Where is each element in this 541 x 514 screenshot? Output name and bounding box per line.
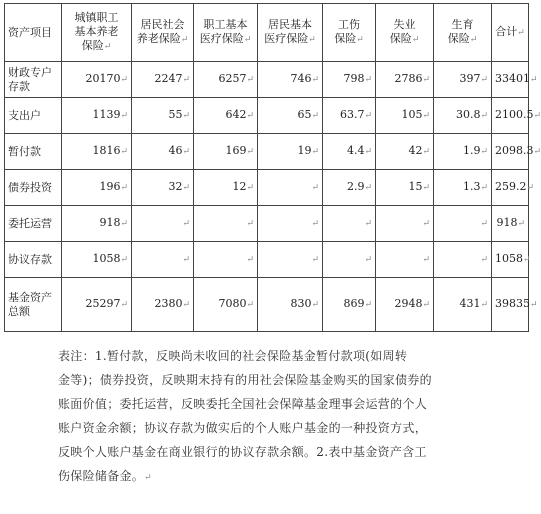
row-label-line: 协议存款 — [8, 252, 52, 266]
cell-mark: ↵ — [480, 255, 488, 265]
header-row — [5, 4, 529, 62]
cell-value: 32 — [168, 180, 183, 193]
cell-value: 4.4 — [346, 144, 365, 157]
cell-value: 830 — [290, 297, 312, 310]
table-cell — [258, 62, 323, 98]
cell-value: 2380 — [154, 297, 183, 310]
cell-value: 105 — [401, 108, 423, 121]
table-cell — [492, 242, 529, 278]
cell-mark: ↵ — [480, 300, 488, 310]
table-cell — [492, 206, 529, 242]
column-header-line: 保险 — [447, 32, 470, 45]
column-header-line: 保险 — [334, 32, 357, 45]
cell-value: 19 — [297, 144, 312, 157]
cell-mark: ↵ — [246, 219, 254, 229]
column-header — [323, 4, 376, 62]
column-header-line: 医疗保险 — [264, 32, 309, 45]
table-cell — [323, 62, 376, 98]
cell-mark: ↵ — [364, 219, 372, 229]
cell-value: 7080 — [218, 297, 247, 310]
row-label-line: 债券投资 — [8, 180, 52, 194]
column-header-line: 城镇职工 — [74, 11, 119, 24]
cell-mark: ↵ — [422, 183, 430, 193]
cell-mark: ↵ — [246, 75, 254, 85]
cell-mark: ↵ — [120, 147, 128, 157]
table-cell — [434, 170, 492, 206]
cell-mark: ↵ — [246, 183, 254, 193]
cell-value: 918 — [99, 216, 121, 229]
table-row — [5, 170, 529, 206]
table-cell — [62, 98, 132, 134]
table-cell — [376, 242, 434, 278]
column-header — [62, 4, 132, 62]
cell-value: 55 — [168, 108, 183, 121]
column-header-line: 职工基本 — [203, 18, 248, 31]
cell-value: 169 — [225, 144, 247, 157]
table-cell — [132, 62, 194, 98]
cell-value: 1.9 — [462, 144, 481, 157]
cell-mark: ↵ — [103, 42, 112, 52]
table-cell — [62, 62, 132, 98]
table-row — [5, 242, 529, 278]
table-cell — [194, 134, 258, 170]
note-line: 金等)；债券投资，反映期末持有的用社会保险基金购买的国家债券的 — [58, 373, 432, 387]
cell-mark: ↵ — [308, 35, 316, 45]
table-cell — [132, 134, 194, 170]
column-header-line: 资产项目 — [8, 25, 52, 39]
cell-mark: ↵ — [364, 147, 372, 157]
table-note — [58, 344, 478, 490]
table-cell — [492, 134, 541, 170]
cell-value: 20170 — [85, 72, 121, 85]
row-label — [5, 242, 62, 278]
column-header-line: 居民基本 — [268, 18, 312, 31]
cell-mark: ↵ — [422, 255, 430, 265]
cell-value: 65 — [297, 108, 312, 121]
cell-mark: ↵ — [364, 255, 372, 265]
row-label-line: 支出户 — [8, 108, 41, 122]
row-label-line: 存款 — [8, 79, 30, 93]
table-cell — [258, 242, 323, 278]
cell-mark: ↵ — [311, 75, 319, 85]
note-line: 账面价值；委托运营，反映委托全国社会保障基金理事会运营的个人 — [58, 397, 428, 411]
note-end-mark: ↵ — [144, 473, 152, 483]
cell-value: 259.2 — [495, 180, 527, 193]
column-header-line: 工伤 — [338, 18, 360, 31]
cell-mark: ↵ — [364, 75, 372, 85]
cell-mark: ↵ — [480, 219, 488, 229]
table-cell — [376, 206, 434, 242]
row-label — [5, 134, 62, 170]
column-header-line: 医疗保险 — [199, 32, 244, 45]
table-cell — [376, 134, 434, 170]
table-row — [5, 134, 529, 170]
table-row — [5, 278, 529, 332]
cell-mark: ↵ — [182, 183, 190, 193]
table-row — [5, 206, 529, 242]
cell-value: 2100.5 — [495, 108, 534, 121]
cell-mark: ↵ — [480, 111, 488, 121]
column-header — [194, 4, 258, 62]
cell-value: 1139 — [92, 108, 121, 121]
column-header — [376, 4, 434, 62]
cell-mark: ↵ — [120, 255, 128, 265]
cell-mark: ↵ — [120, 219, 128, 229]
cell-value: 63.7 — [339, 108, 365, 121]
cell-mark: ↵ — [246, 255, 254, 265]
table-cell — [62, 278, 132, 332]
cell-mark: ↵ — [180, 35, 189, 45]
table-cell — [434, 62, 492, 98]
row-label — [5, 170, 62, 206]
column-header-line: 合计 — [495, 25, 518, 38]
table-cell — [434, 278, 492, 332]
cell-value: 2786 — [394, 72, 423, 85]
cell-mark: ↵ — [311, 255, 319, 265]
cell-mark: ↵ — [182, 147, 190, 157]
cell-value: 12 — [232, 180, 247, 193]
column-header-line: 失业 — [393, 18, 416, 31]
cell-mark: ↵ — [517, 219, 525, 229]
cell-value: 798 — [343, 72, 365, 85]
cell-mark: ↵ — [246, 300, 254, 310]
column-header — [492, 4, 529, 62]
cell-value: 397 — [459, 72, 481, 85]
cell-value: 918 — [496, 216, 518, 229]
column-header-line: 保险 — [389, 32, 412, 45]
row-label — [5, 206, 62, 242]
table-cell — [132, 206, 194, 242]
cell-value: 1.3 — [462, 180, 481, 193]
cell-mark: ↵ — [530, 75, 538, 85]
cell-mark: ↵ — [311, 219, 319, 229]
cell-mark: ↵ — [422, 219, 430, 229]
cell-value: 2247 — [154, 72, 183, 85]
cell-mark: ↵ — [246, 111, 254, 121]
cell-mark: ↵ — [526, 183, 535, 193]
table-cell — [258, 170, 323, 206]
cell-mark: ↵ — [311, 300, 319, 310]
cell-value: 746 — [290, 72, 312, 85]
cell-mark: ↵ — [356, 35, 364, 45]
cell-mark: ↵ — [182, 255, 190, 265]
table-cell — [376, 278, 434, 332]
note-line: 反映个人账户基金在商业银行的协议存款余额。2.表中基金资产含工 — [58, 445, 427, 459]
cell-mark: ↵ — [422, 300, 430, 310]
cell-mark: ↵ — [182, 219, 190, 229]
column-header — [434, 4, 492, 62]
cell-mark: ↵ — [517, 28, 525, 38]
column-header — [258, 4, 323, 62]
cell-value: 25297 — [85, 297, 121, 310]
table-cell — [194, 206, 258, 242]
row-label-line: 财政专户 — [8, 65, 52, 79]
table-cell — [323, 278, 376, 332]
table-cell — [492, 62, 538, 98]
table-cell — [492, 170, 535, 206]
cell-mark: ↵ — [533, 111, 541, 121]
cell-mark: ↵ — [411, 35, 420, 45]
cell-value: 1058 — [92, 252, 121, 265]
table-cell — [434, 242, 492, 278]
table-cell — [258, 98, 323, 134]
cell-mark: ↵ — [120, 300, 128, 310]
row-label — [5, 62, 62, 98]
cell-value: 46 — [168, 144, 183, 157]
cell-value: 30.8 — [455, 108, 481, 121]
row-label-line: 基金资产 — [8, 290, 52, 304]
cell-mark: ↵ — [364, 111, 372, 121]
row-label-line: 暂付款 — [8, 144, 41, 158]
note-line: 伤保险储备金。↵ — [58, 469, 152, 483]
table-cell — [492, 98, 541, 134]
cell-mark: ↵ — [364, 183, 372, 193]
cell-value: 15 — [408, 180, 423, 193]
table-cell — [194, 170, 258, 206]
fund-assets-table — [4, 3, 541, 332]
table-cell — [434, 206, 492, 242]
cell-value: 39835 — [495, 297, 530, 310]
table-cell — [323, 134, 376, 170]
cell-value: 42 — [408, 144, 423, 157]
table-cell — [132, 278, 194, 332]
cell-value: 196 — [99, 180, 121, 193]
cell-value: 6257 — [218, 72, 247, 85]
cell-mark: ↵ — [182, 75, 190, 85]
cell-value: 33401 — [495, 72, 530, 85]
column-header-line: 居民社会 — [140, 18, 185, 31]
cell-mark: ↵ — [120, 111, 128, 121]
table-cell — [62, 134, 132, 170]
table-cell — [132, 170, 194, 206]
column-header-line: 基本养老 — [74, 25, 119, 38]
cell-mark: ↵ — [530, 300, 538, 310]
cell-value: 2.9 — [346, 180, 365, 193]
cell-mark: ↵ — [182, 300, 190, 310]
table-cell — [434, 98, 492, 134]
cell-mark: ↵ — [422, 147, 430, 157]
cell-mark: ↵ — [422, 75, 430, 85]
cell-value: 642 — [225, 108, 247, 121]
table-cell — [194, 98, 258, 134]
table-cell — [62, 242, 132, 278]
cell-value: 1058 — [495, 252, 523, 265]
cell-mark: ↵ — [182, 111, 190, 121]
cell-mark: ↵ — [469, 35, 478, 45]
cell-mark: ↵ — [120, 183, 128, 193]
table-row — [5, 98, 529, 134]
table-cell — [194, 278, 258, 332]
cell-mark: ↵ — [246, 147, 254, 157]
cell-mark: ↵ — [480, 147, 488, 157]
table-header — [5, 4, 529, 62]
table-cell — [258, 206, 323, 242]
table-cell — [62, 206, 132, 242]
cell-mark: ↵ — [311, 147, 319, 157]
table-cell — [323, 170, 376, 206]
table-cell — [194, 242, 258, 278]
table-cell — [492, 278, 538, 332]
cell-value: 2098.3 — [495, 144, 534, 157]
table-cell — [132, 242, 194, 278]
table-cell — [434, 134, 492, 170]
cell-mark: ↵ — [120, 75, 128, 85]
row-label-line: 总额 — [8, 304, 30, 318]
cell-mark: ↵ — [311, 183, 319, 193]
table-cell — [62, 170, 132, 206]
column-header-line: 养老保险 — [136, 32, 181, 45]
row-label — [5, 278, 62, 332]
column-header — [5, 4, 62, 62]
row-label-line: 委托运营 — [8, 216, 52, 230]
cell-mark: ↵ — [480, 75, 488, 85]
table-body — [5, 62, 541, 332]
cell-value: 1816 — [92, 144, 121, 157]
cell-mark: ↵ — [480, 183, 488, 193]
table-cell — [258, 134, 323, 170]
table-cell — [323, 242, 376, 278]
table-cell — [323, 206, 376, 242]
table-cell — [194, 62, 258, 98]
column-header — [132, 4, 194, 62]
cell-mark: ↵ — [422, 111, 430, 121]
note-line: 账户资金余额；协议存款为做实后的个人账户基金的一种投资方式， — [58, 421, 428, 435]
cell-mark: ↵ — [243, 35, 252, 45]
cell-value: 2948 — [394, 297, 423, 310]
cell-mark: ↵ — [311, 111, 319, 121]
table-cell — [258, 278, 323, 332]
column-header-line: 保险 — [81, 39, 104, 52]
table-row — [5, 62, 529, 98]
cell-mark: ↵ — [364, 300, 372, 310]
table-cell — [376, 98, 434, 134]
cell-mark: ↵ — [523, 255, 531, 265]
cell-value: 431 — [459, 297, 481, 310]
column-header-line: 生育 — [451, 18, 474, 31]
cell-mark: ↵ — [533, 147, 541, 157]
table-cell — [376, 62, 434, 98]
table-cell — [323, 98, 376, 134]
note-line: 表注：1.暂付款，反映尚未收回的社会保险基金暂付款项(如周转 — [58, 349, 408, 363]
cell-value: 869 — [343, 297, 365, 310]
row-label — [5, 98, 62, 134]
table-cell — [376, 170, 434, 206]
table-cell — [132, 98, 194, 134]
